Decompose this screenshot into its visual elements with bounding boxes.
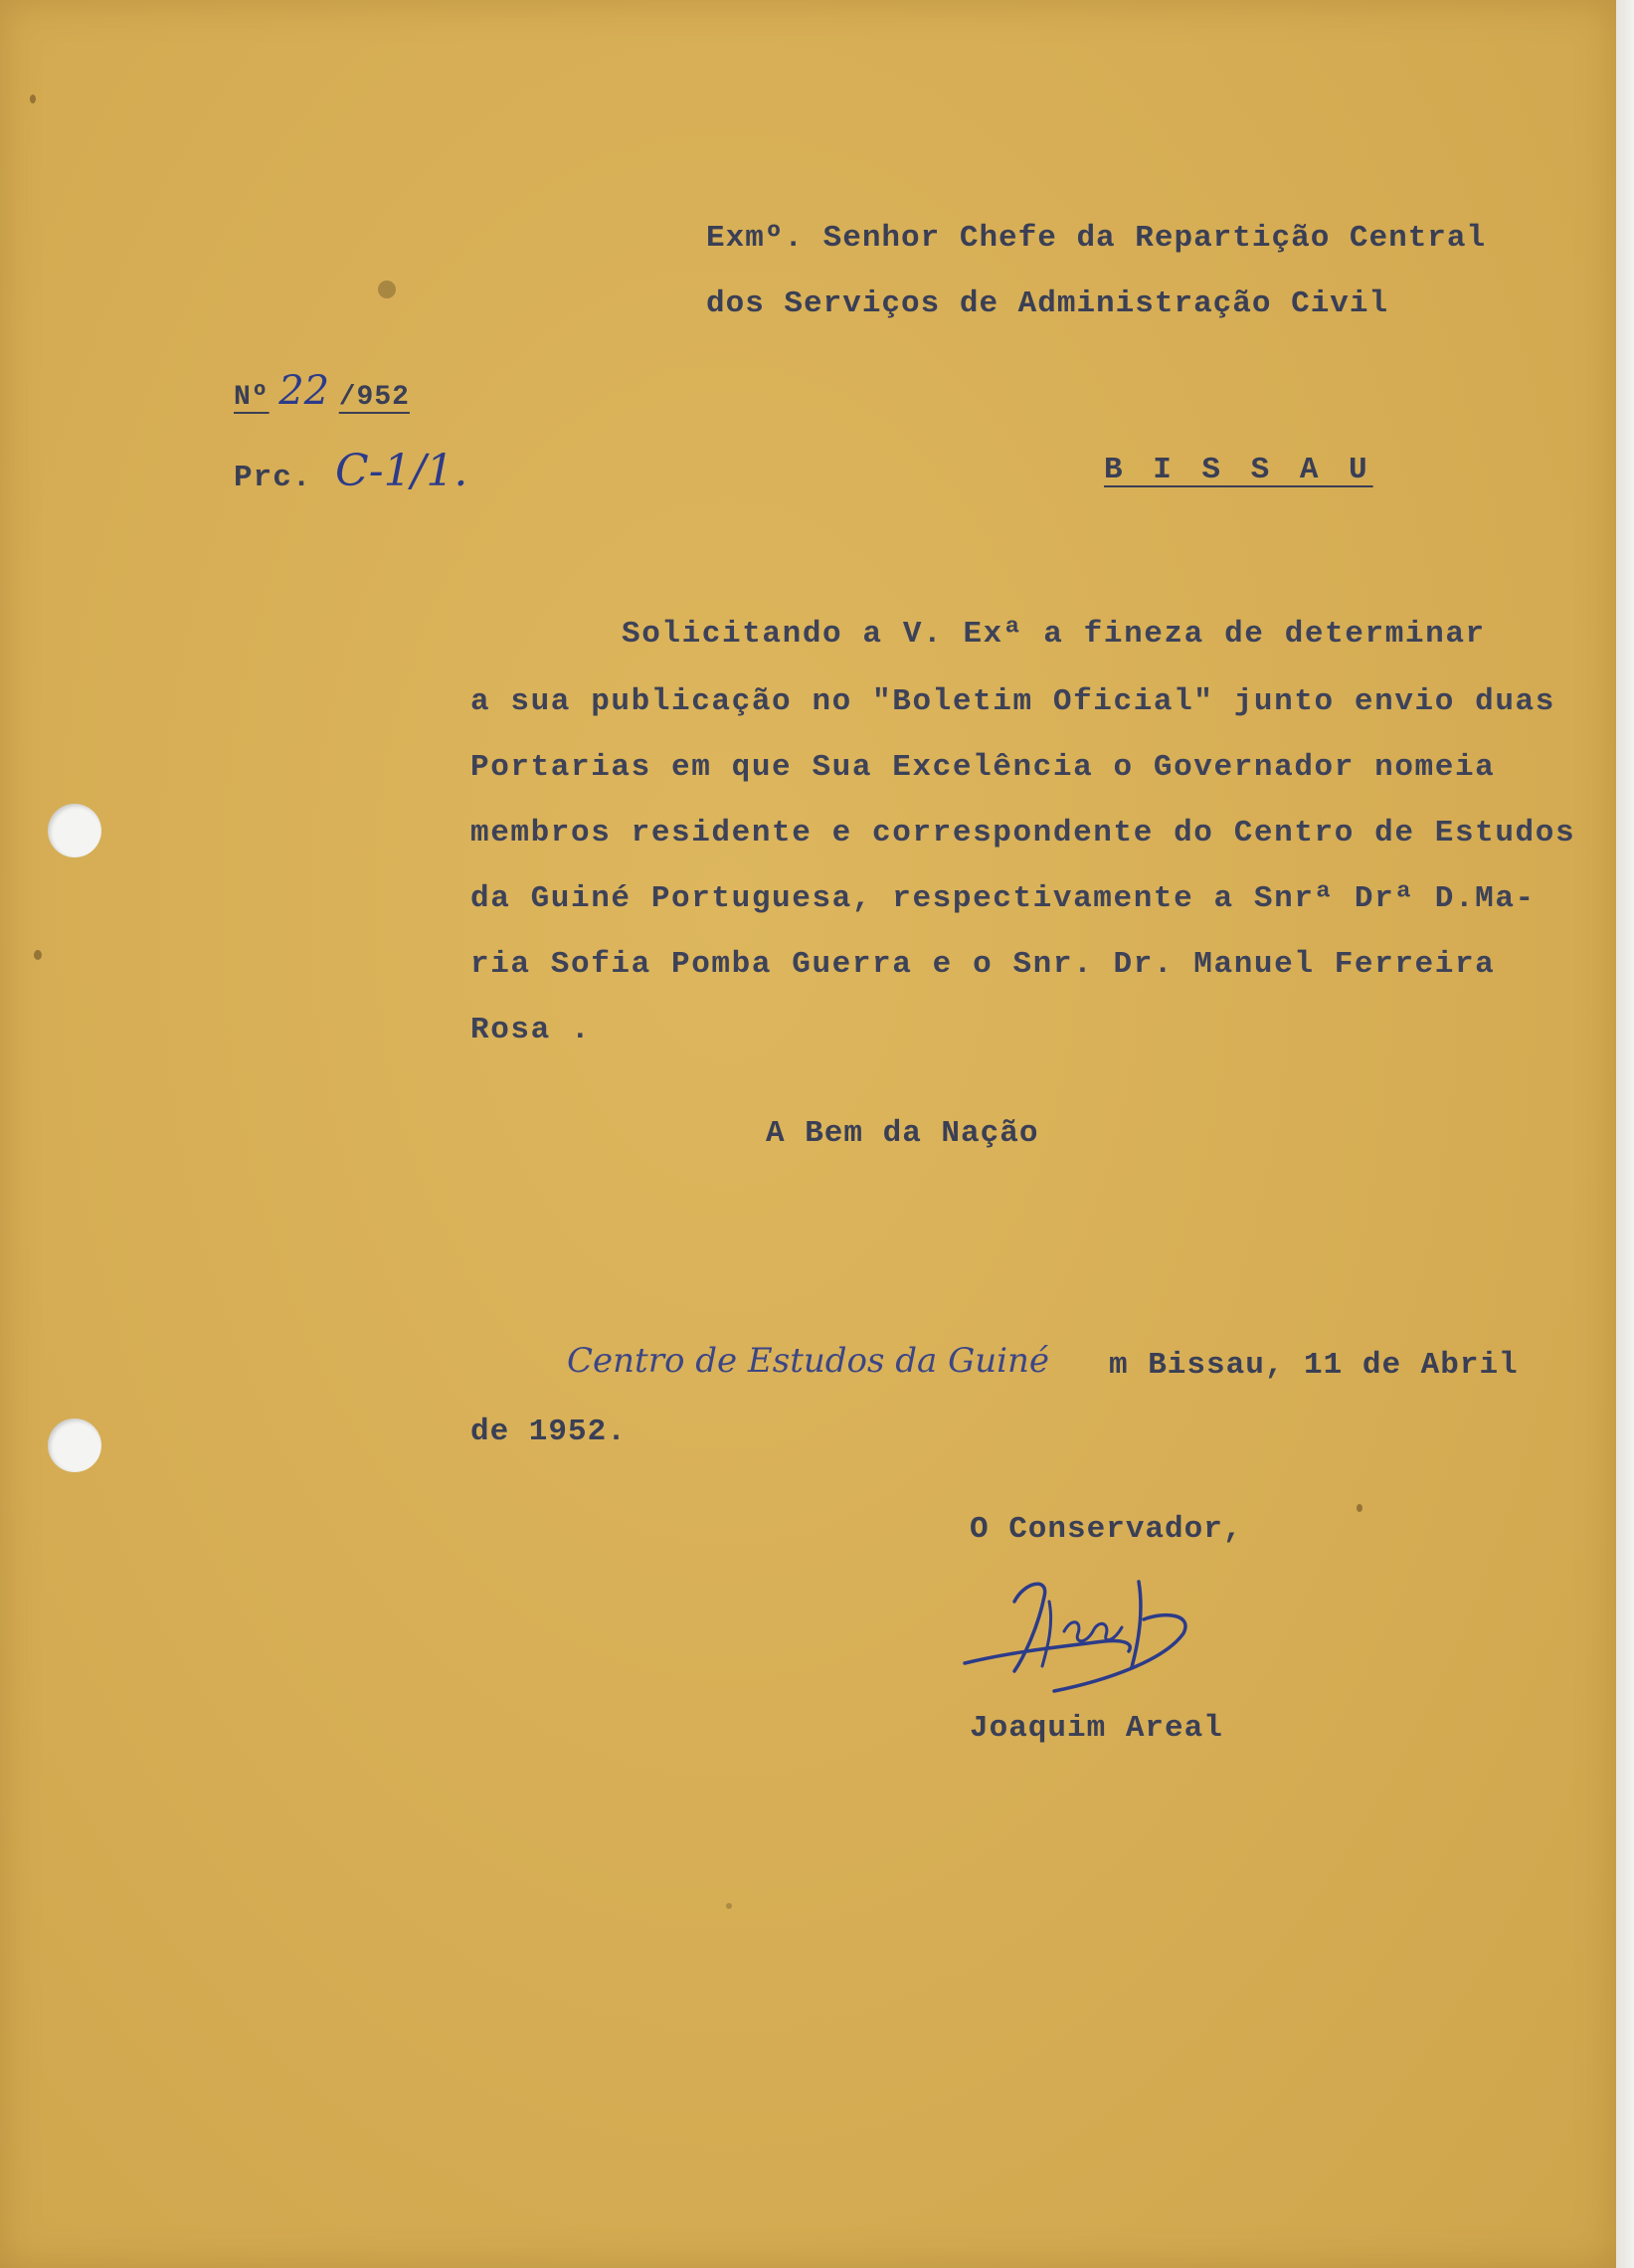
signatory-name: Joaquim Areal <box>970 1711 1223 1746</box>
paper-speck <box>726 1903 732 1909</box>
place-date-line-1: m Bissau, 11 de Abril <box>1109 1348 1519 1383</box>
addressee-city: B I S S A U <box>1104 453 1373 487</box>
scan-edge <box>1616 0 1634 2268</box>
process-reference <box>234 446 467 496</box>
reference-number-handwritten: 22 <box>278 368 330 414</box>
paper-speck <box>34 950 42 960</box>
process-label: Prc. <box>234 461 312 495</box>
closing-salutation: A Bem da Nação <box>766 1116 1039 1151</box>
place-handwritten-insert: Centro de Estudos da Guiné <box>567 1341 1050 1381</box>
body-line-6: ria Sofia Pomba Guerra e o Snr. Dr. Manuel Ferreira <box>470 947 1496 982</box>
signatory-title: O Conservador, <box>970 1512 1243 1547</box>
punch-hole-lower <box>48 1418 101 1472</box>
body-line-4: membros residente e correspondente do Centro de Estudos <box>470 816 1576 850</box>
body-line-3: Portarias em que Sua Excelência o Governador nomeia <box>470 750 1496 785</box>
paper-speck <box>30 94 36 103</box>
punch-hole-upper <box>48 804 101 857</box>
reference-number-label: Nº <box>234 382 270 413</box>
body-line-5: da Guiné Portuguesa, respectivamente a Snrª Drª D.Ma- <box>470 881 1536 916</box>
body-line-7: Rosa . <box>470 1013 592 1047</box>
addressee-line-2: dos Serviços de Administração Civil <box>706 286 1389 321</box>
reference-number <box>234 368 410 414</box>
body-line-2: a sua publicação no "Boletim Oficial" junto envio duas <box>470 684 1555 719</box>
addressee-line-1: Exmº. Senhor Chefe da Repartição Central <box>706 221 1487 256</box>
reference-number-year: /952 <box>338 382 410 413</box>
process-handwritten: C-1/1. <box>335 446 468 496</box>
handwritten-signature <box>955 1572 1243 1701</box>
place-date-line-2: de 1952. <box>470 1415 627 1449</box>
paper-speck <box>1357 1504 1362 1512</box>
body-line-1: Solicitando a V. Exª a fineza de determinar <box>622 617 1486 652</box>
paper-speck <box>378 281 396 298</box>
